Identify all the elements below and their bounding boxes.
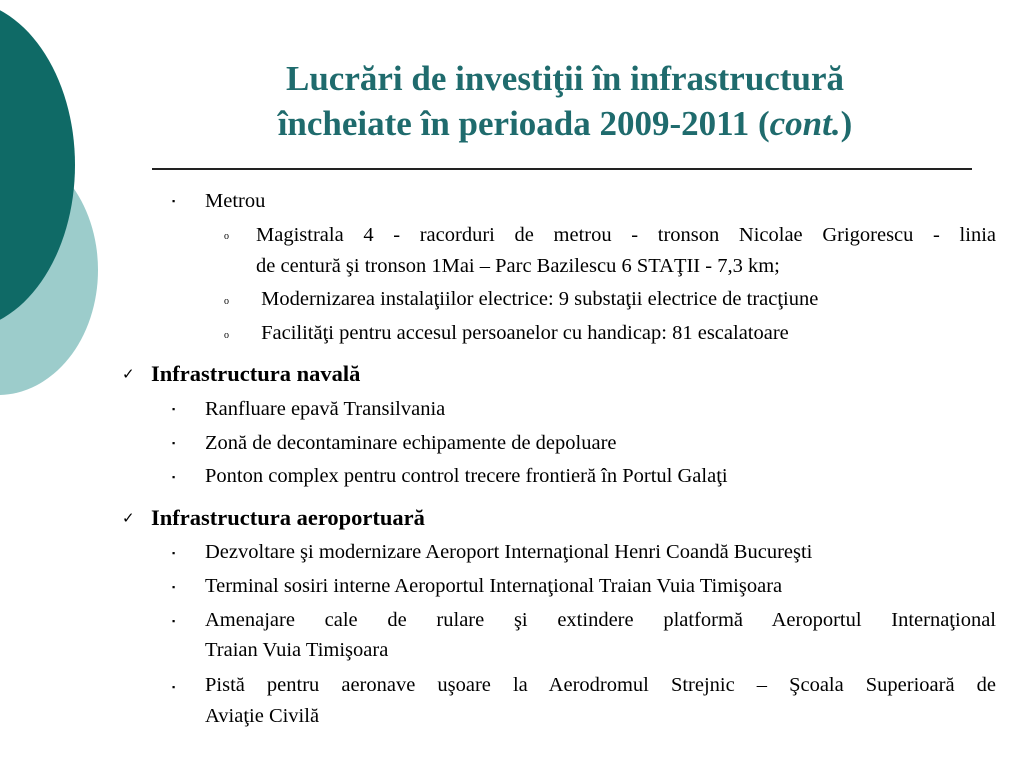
- metro-item-2: Modernizarea instalaţiilor electrice: 9 substaţii electrice de tracţiune: [256, 288, 819, 310]
- title-close-paren: ): [840, 104, 853, 143]
- airport-item-3-line-1: Amenajare cale de rulare şi extindere platformă Aeroportul Internaţional: [205, 609, 996, 631]
- checkmark-icon: ✓: [122, 367, 135, 383]
- square-bullet-icon: ▪: [172, 438, 176, 448]
- airport-item-1: Dezvoltare şi modernizare Aeroport Internaţional Henri Coandă Bucureşti: [205, 541, 813, 563]
- square-bullet-icon: ▪: [172, 548, 176, 558]
- metro-item-1-line-2: de centură şi tronson 1Mai – Parc Bazilescu 6 STAŢII - 7,3 km;: [256, 255, 780, 277]
- naval-item-1: Ranfluare epavă Transilvania: [205, 398, 446, 420]
- circle-bullet-icon: o: [224, 330, 229, 341]
- airport-item-3-line-2: Traian Vuia Timişoara: [205, 639, 389, 661]
- title-italic: cont.: [769, 104, 841, 143]
- square-bullet-icon: ▪: [172, 616, 176, 626]
- checkmark-icon: ✓: [122, 511, 135, 527]
- metro-item-3: Facilităţi pentru accesul persoanelor cu handicap: 81 escalatoare: [256, 322, 789, 344]
- square-bullet-icon: ▪: [172, 472, 176, 482]
- square-bullet-icon: ▪: [172, 682, 176, 692]
- square-bullet-icon: ▪: [172, 404, 176, 414]
- airport-item-4-line-1: Pistă pentru aeronave uşoare la Aerodromul Strejnic – Şcoala Superioară de: [205, 674, 996, 696]
- square-bullet-icon: ▪: [172, 196, 176, 206]
- title-line-2: încheiate în perioada 2009-2011 (: [277, 104, 770, 143]
- airport-item-2: Terminal sosiri interne Aeroportul Internaţional Traian Vuia Timişoara: [205, 575, 783, 597]
- metro-item-1-line-1: Magistrala 4 - racorduri de metrou - tronson Nicolae Grigorescu - linia: [256, 224, 996, 246]
- airport-item-4-line-2: Aviaţie Civilă: [205, 705, 320, 727]
- square-bullet-icon: ▪: [172, 582, 176, 592]
- naval-item-3: Ponton complex pentru control trecere frontieră în Portul Galaţi: [205, 465, 728, 487]
- naval-item-2: Zonă de decontaminare echipamente de depoluare: [205, 432, 617, 454]
- list-item-metro: Metrou: [205, 190, 266, 212]
- heading-naval: Infrastructura navală: [151, 361, 361, 386]
- title-line-1: Lucrări de investiţii în infrastructură: [285, 59, 844, 98]
- circle-bullet-icon: o: [224, 296, 229, 307]
- circle-bullet-icon: o: [224, 231, 229, 242]
- heading-airport: Infrastructura aeroportuară: [151, 505, 425, 530]
